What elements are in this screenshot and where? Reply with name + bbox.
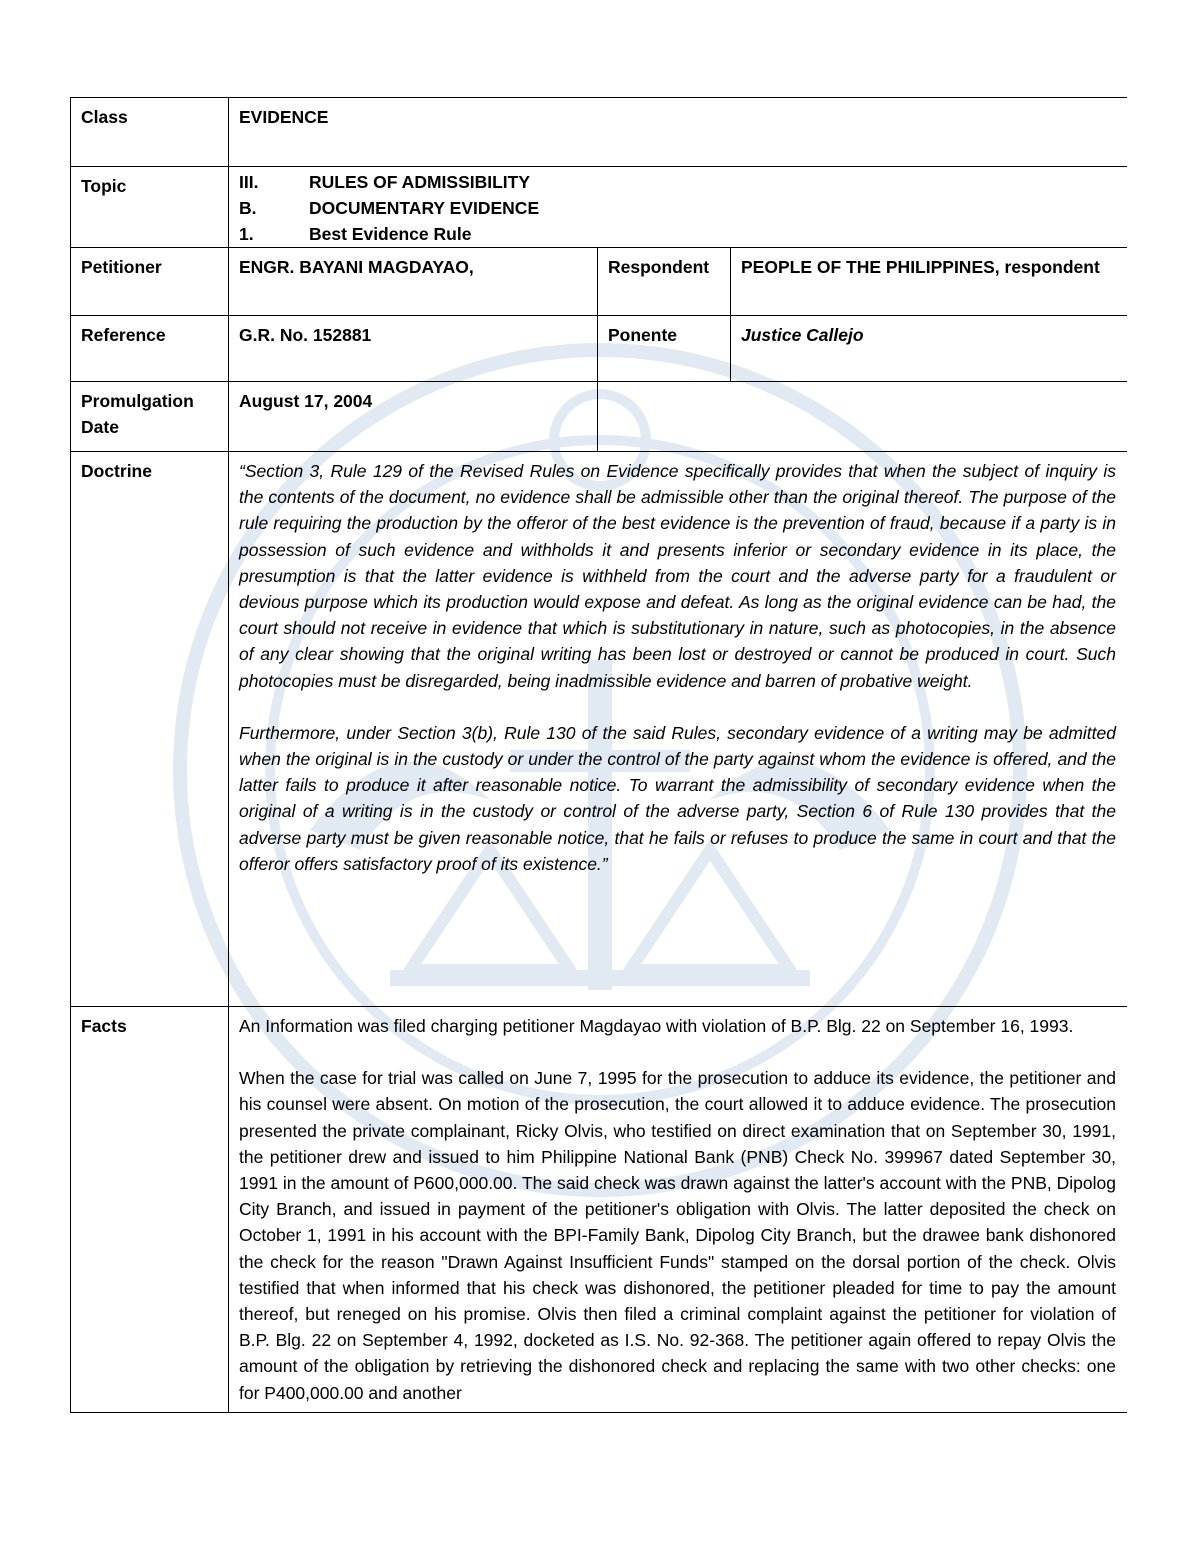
- case-digest-sheet: [70, 97, 1127, 1453]
- respondent-value: PEOPLE OF THE PHILIPPINES, respondent: [731, 248, 1128, 316]
- ponente-label: Ponente: [598, 316, 731, 382]
- reference-row: [71, 316, 1128, 382]
- promulgation-value: August 17, 2004: [229, 382, 598, 452]
- doctrine-row: [71, 452, 1128, 1007]
- petitioner-value: ENGR. BAYANI MAGDAYAO,: [229, 248, 598, 316]
- topic-label: Topic: [71, 167, 229, 248]
- ponente-value: Justice Callejo: [731, 316, 1128, 382]
- petitioner-label: Petitioner: [71, 248, 229, 316]
- class-value: EVIDENCE: [229, 98, 1128, 167]
- class-row: [71, 98, 1128, 167]
- topic-item-number: III.: [239, 172, 259, 192]
- topic-item-text: RULES OF ADMISSIBILITY: [309, 172, 531, 192]
- reference-value: G.R. No. 152881: [229, 316, 598, 382]
- parties-row: [71, 248, 1128, 316]
- topic-item: [239, 195, 1116, 221]
- doctrine-paragraph: Furthermore, under Section 3(b), Rule 130 of the said Rules, secondary evidence of a writing may be admitted when the original is in the custody or under the control of the party against whom the evidence is offered, and the latter fails to produce it after reasonable notice. To warrant the admissibility of secondary evidence when the original of a writing is in the custody or control of the adverse party, Section 6 of Rule 130 provides that the adverse party must be given reasonable notice, that he fails or refuses to produce the same in court and that the offeror offers satisfactory proof of its existence.”: [239, 722, 1116, 874]
- topic-list: [229, 167, 1128, 248]
- doctrine-text: [229, 452, 1128, 1007]
- topic-item: [239, 221, 1116, 247]
- topic-item-text: Best Evidence Rule: [309, 224, 472, 244]
- topic-item-number: B.: [239, 198, 257, 218]
- doctrine-label: Doctrine: [71, 452, 229, 1007]
- topic-item: [239, 169, 1116, 195]
- class-label: Class: [71, 98, 229, 167]
- topic-item-text: DOCUMENTARY EVIDENCE: [309, 198, 540, 218]
- case-digest-table: [70, 97, 1127, 1413]
- facts-paragraph: When the case for trial was called on June 7, 1995 for the prosecution to adduce its evidence, the petitioner and his counsel were absent. On motion of the prosecution, the court allowed it to adduce evidence. The prosecution presented the private complainant, Ricky Olvis, who testified on direct examination that on September 30, 1991, the petitioner drew and issued to him Philippine National Bank (PNB) Check No. 399967 dated September 30, 1991 in the amount of P600,000.00. The said check was drawn against the latter's account with the PNB, Dipolog City Branch, and issued in payment of the petitioner's obligation with Olvis. The latter deposited the check on October 1, 1991 in his account with the BPI-Family Bank, Dipolog City Branch, but the drawee bank dishonored the check for the reason "Drawn Against Insufficient Funds" stamped on the dorsal portion of the check. Olvis testified that when informed that his check was dishonored, the petitioner pleaded for time to pay the amount thereof, but reneged on his promise. Olvis then filed a criminal complaint against the petitioner for violation of B.P. Blg. 22 on September 4, 1992, docketed as I.S. No. 92-368. The petitioner again offered to repay Olvis the amount of the obligation by retrieving the dishonored check and replacing the same with two other checks: one for P400,000.00 and another: [239, 1068, 1116, 1403]
- promulgation-label: Promulgation Date: [71, 382, 229, 452]
- respondent-label: Respondent: [598, 248, 731, 316]
- facts-text: [229, 1007, 1128, 1413]
- topic-item-number: 1.: [239, 224, 254, 244]
- facts-label: Facts: [71, 1007, 229, 1413]
- promulgation-empty-cell: [598, 382, 1128, 452]
- doctrine-paragraph: “Section 3, Rule 129 of the Revised Rules on Evidence specifically provides that when the subject of inquiry is the contents of the document, no evidence shall be admissible other than the original thereof. The purpose of the rule requiring the production by the offeror of the best evidence is the prevention of fraud, because if a party is in possession of such evidence and withholds it and presents inferior or secondary evidence in its place, the presumption is that the latter evidence is withheld from the court and the adverse party for a fraudulent or devious purpose which its production would expose and defeat. As long as the original evidence can be had, the court should not receive in evidence that which is substitutionary in nature, such as photocopies, in the absence of any clear showing that the original writing has been lost or destroyed or cannot be produced in court. Such photocopies must be disregarded, being inadmissible evidence and barren of probative weight.: [239, 461, 1116, 691]
- topic-row: [71, 167, 1128, 248]
- facts-row: [71, 1007, 1128, 1413]
- reference-label: Reference: [71, 316, 229, 382]
- promulgation-row: [71, 382, 1128, 452]
- facts-paragraph: An Information was filed charging petitioner Magdayao with violation of B.P. Blg. 22 on September 16, 1993.: [239, 1016, 1074, 1036]
